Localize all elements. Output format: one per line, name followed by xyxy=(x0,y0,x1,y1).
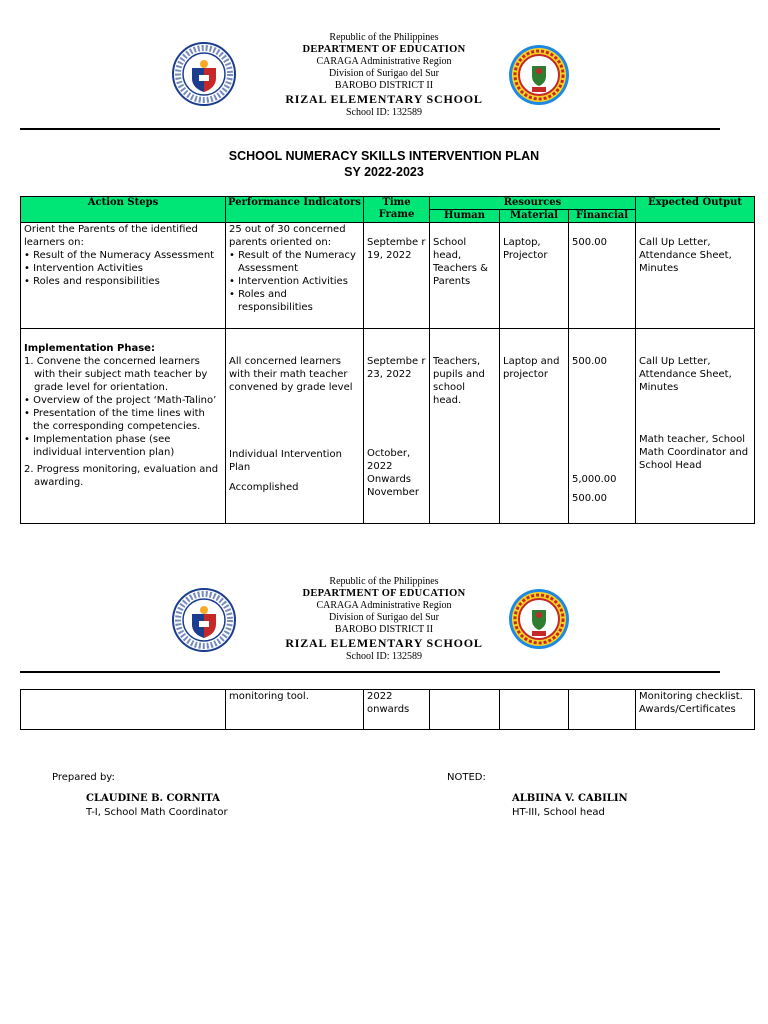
row2-financial-f2: 5,000.00 xyxy=(572,474,617,485)
row2-indicator xyxy=(226,329,364,524)
prepared-title: T-I, School Math Coordinator xyxy=(86,807,228,818)
row1-indicator-bullet: • Result of the Numeracy Assessment xyxy=(229,250,356,274)
plan-title-line1: SCHOOL NUMERACY SKILLS INTERVENTION PLAN xyxy=(228,149,540,163)
header-material: Material xyxy=(500,210,569,223)
row2-indicator-p3: Accomplished xyxy=(229,482,299,493)
row3-output: Monitoring checklist. Awards/Certificates xyxy=(636,690,755,730)
republic-line: Republic of the Philippines xyxy=(329,576,439,587)
prepared-label: Prepared by: xyxy=(52,772,115,783)
row1-human: School head, Teachers & Parents xyxy=(430,223,500,329)
district-line: BAROBO DISTRICT II xyxy=(334,80,434,91)
table-row xyxy=(21,690,755,730)
row2-material: Laptop and projector xyxy=(500,329,569,524)
row1-indicator xyxy=(226,223,364,329)
row1-indicator-intro: 25 out of 30 concerned parents oriented on: xyxy=(229,224,346,248)
row2-time-t3: November xyxy=(367,487,420,498)
division-line: Division of Surigao del Sur xyxy=(329,612,439,623)
row2-human: Teachers, pupils and school head. xyxy=(430,329,500,524)
row1-financial: 500.00 xyxy=(569,223,636,329)
department-line: DEPARTMENT OF EDUCATION xyxy=(302,588,466,599)
row1-time: Septembe r 19, 2022 xyxy=(364,223,430,329)
header-rule xyxy=(20,128,720,130)
row2-action-heading: Implementation Phase: xyxy=(24,343,155,354)
school-name: RIZAL ELEMENTARY SCHOOL xyxy=(285,636,483,650)
row2-time-t2: October, 2022 Onwards xyxy=(367,448,412,485)
plan-title-line2: SY 2022-2023 xyxy=(344,165,424,179)
row2-output-o2: Math teacher, School Math Coordinator and School Head xyxy=(639,434,749,471)
noted-label: NOTED: xyxy=(447,772,486,783)
district-line: BAROBO DISTRICT II xyxy=(334,624,434,635)
table-row xyxy=(21,223,755,329)
continuation-table xyxy=(20,689,755,730)
school-name: RIZAL ELEMENTARY SCHOOL xyxy=(285,92,483,106)
noted-by-block xyxy=(512,792,628,820)
row1-action xyxy=(21,223,226,329)
row3-time: 2022 onwards xyxy=(364,690,430,730)
row2-action-item: 1. Convene the concerned learners with their subject math teacher by grade level for orientation. xyxy=(24,356,208,393)
row2-output-o1: Call Up Letter, Attendance Sheet, Minutes xyxy=(639,356,732,393)
prepared-by-block xyxy=(86,792,228,820)
header-performance-indicators: Performance Indicators xyxy=(226,197,364,223)
row1-action-intro: Orient the Parents of the identified learners on: xyxy=(24,224,198,248)
row2-action-item: 2. Progress monitoring, evaluation and awarding. xyxy=(24,464,219,488)
row2-output xyxy=(636,329,755,524)
row3-material xyxy=(500,690,569,730)
header-financial: Financial xyxy=(569,210,636,223)
noted-title: HT-III, School head xyxy=(512,807,605,818)
header-human: Human xyxy=(430,210,500,223)
division-line: Division of Surigao del Sur xyxy=(329,68,439,79)
row1-output: Call Up Letter, Attendance Sheet, Minutes xyxy=(636,223,755,329)
plan-title xyxy=(0,148,768,180)
row2-action-item: • Implementation phase (see individual intervention plan) xyxy=(24,434,175,458)
row1-indicator-bullet: • Roles and responsibilities xyxy=(229,289,313,313)
intervention-plan-table xyxy=(20,196,755,524)
republic-line: Republic of the Philippines xyxy=(329,32,439,43)
row1-material: Laptop, Projector xyxy=(500,223,569,329)
row2-time xyxy=(364,329,430,524)
row2-time-t1: Septembe r 23, 2022 xyxy=(367,356,426,380)
header-action-steps: Action Steps xyxy=(21,197,226,223)
region-line: CARAGA Administrative Region xyxy=(316,56,452,67)
row3-action xyxy=(21,690,226,730)
row3-financial xyxy=(569,690,636,730)
region-line: CARAGA Administrative Region xyxy=(316,600,452,611)
row2-action-item: • Presentation of the time lines with the corresponding competencies. xyxy=(24,408,205,432)
row2-financial-f1: 500.00 xyxy=(572,356,607,367)
header-resources: Resources xyxy=(430,197,636,210)
row2-indicator-p1: All concerned learners with their math teacher convened by grade level xyxy=(229,356,353,393)
header-time-frame: Time Frame xyxy=(364,197,430,223)
row3-human xyxy=(430,690,500,730)
row2-financial xyxy=(569,329,636,524)
letterhead-2 xyxy=(0,576,768,663)
row2-action xyxy=(21,329,226,524)
row1-indicator-bullet: • Intervention Activities xyxy=(229,276,348,287)
school-id: School ID: 132589 xyxy=(345,651,423,662)
table-row xyxy=(21,329,755,524)
row2-action-item: • Overview of the project ‘Math-Talino’ xyxy=(24,395,217,406)
row1-action-bullet: • Roles and responsibilities xyxy=(24,276,160,287)
row2-financial-f3: 500.00 xyxy=(572,493,607,504)
department-line: DEPARTMENT OF EDUCATION xyxy=(302,44,466,55)
letterhead-1 xyxy=(0,32,768,119)
row2-indicator-p2: Individual Intervention Plan xyxy=(229,449,342,473)
noted-name: ALBIINA V. CABILIN xyxy=(512,793,628,804)
row1-action-bullet: • Result of the Numeracy Assessment xyxy=(24,250,215,261)
row1-action-bullet: • Intervention Activities xyxy=(24,263,143,274)
row3-indicator: monitoring tool. xyxy=(226,690,364,730)
prepared-name: CLAUDINE B. CORNITA xyxy=(86,793,220,804)
header-rule xyxy=(20,671,720,673)
header-expected-output: Expected Output xyxy=(636,197,755,223)
school-id: School ID: 132589 xyxy=(345,107,423,118)
